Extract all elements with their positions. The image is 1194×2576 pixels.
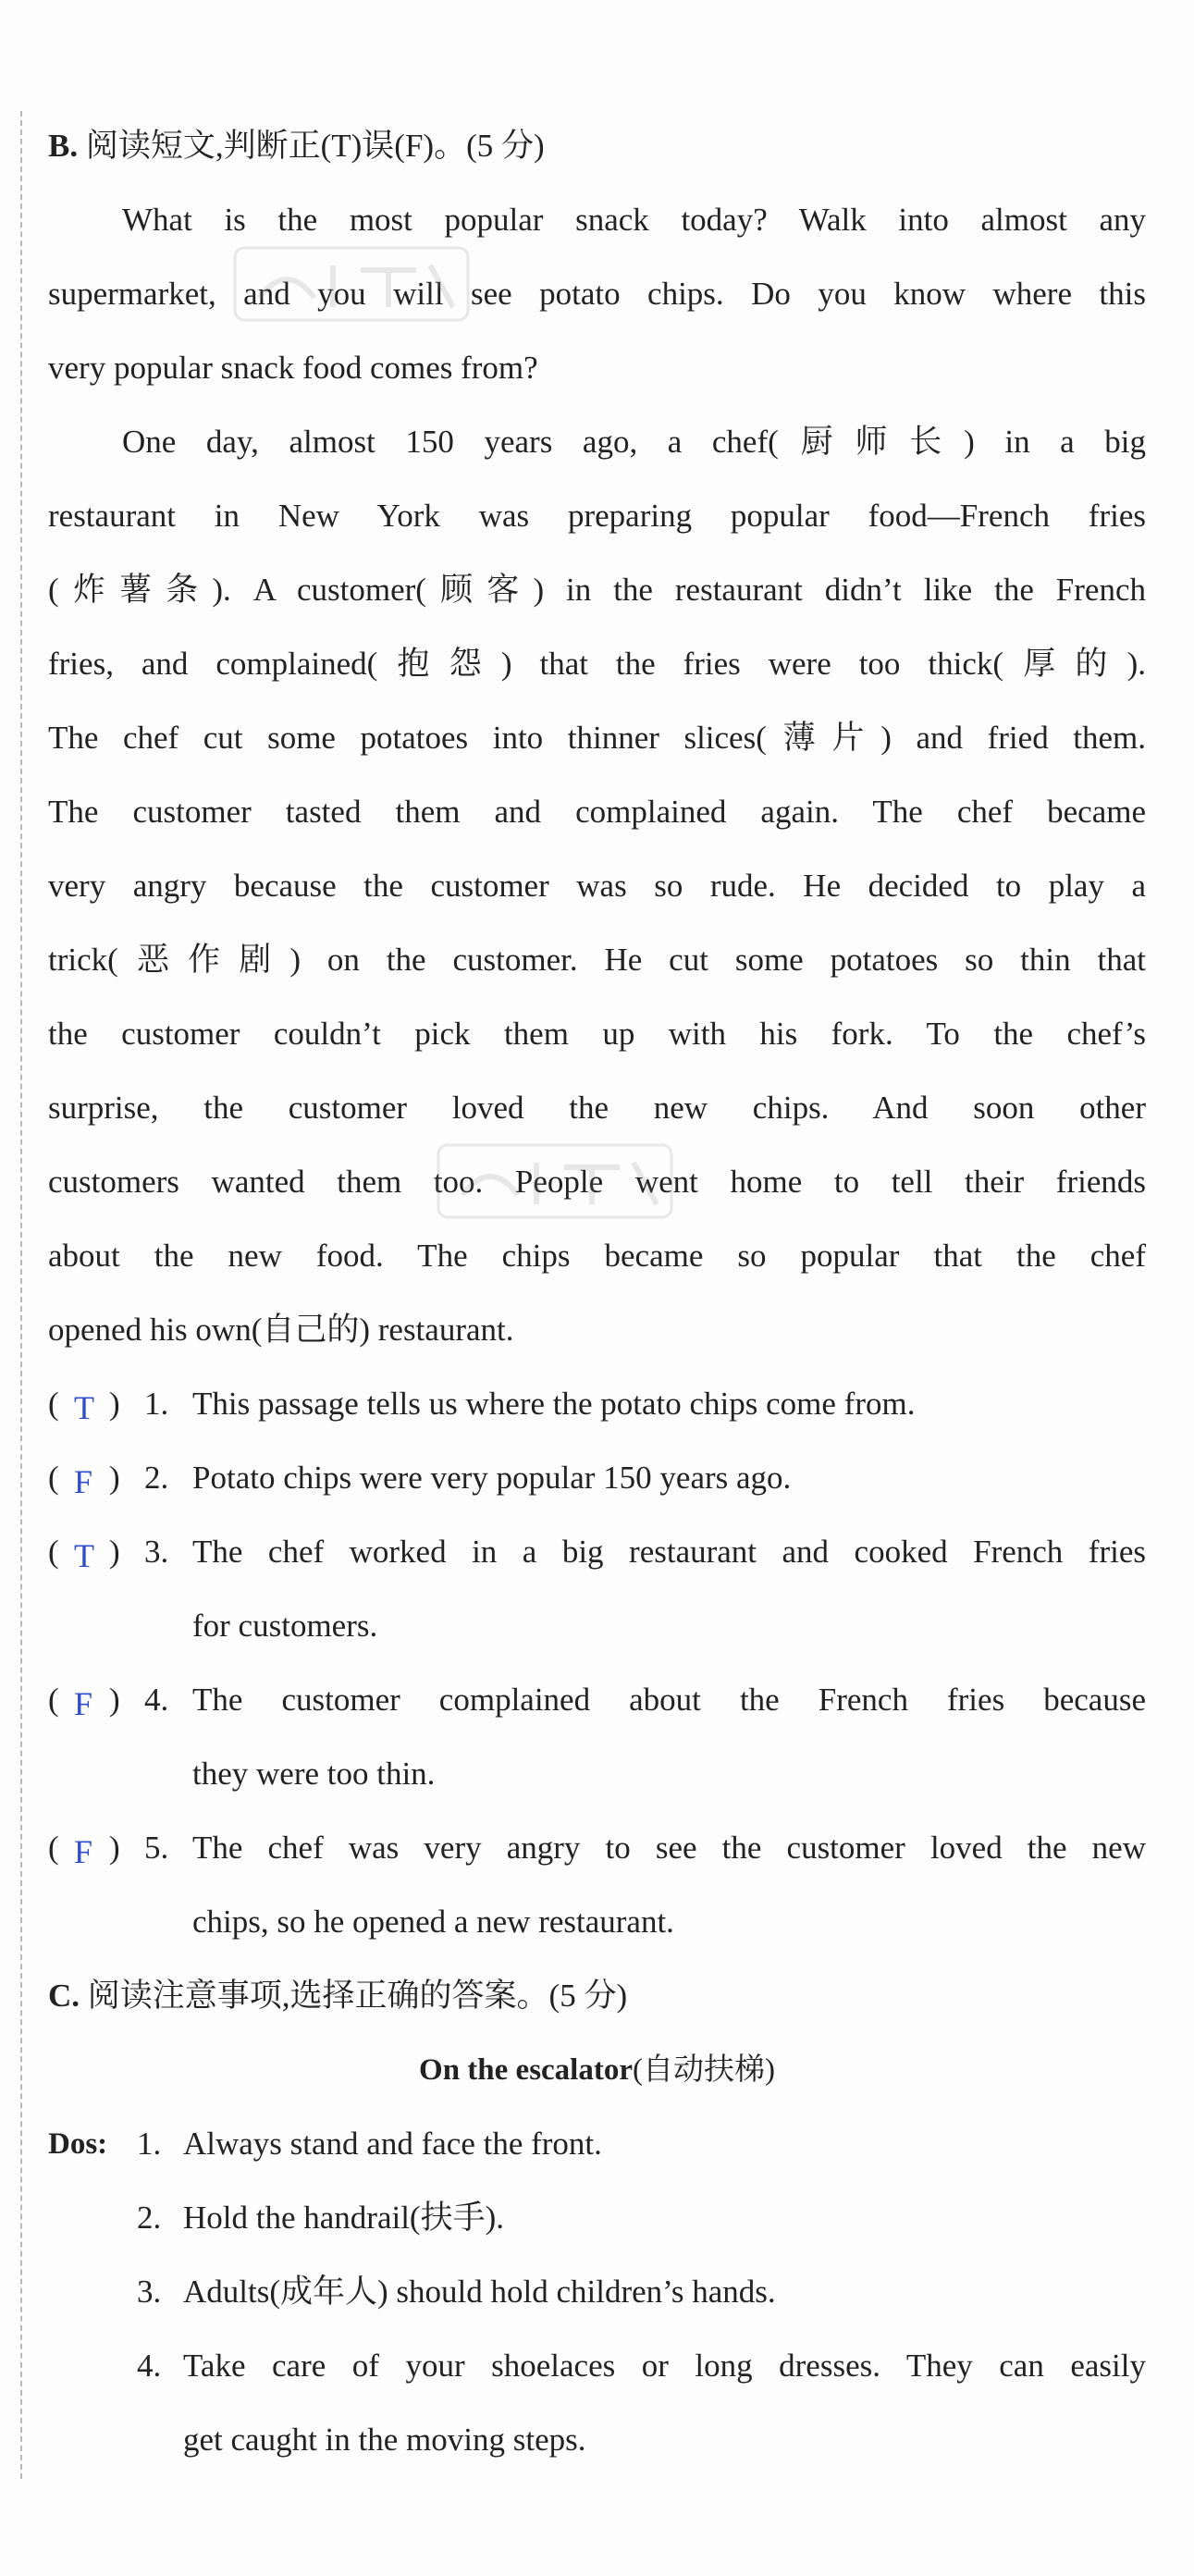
watermark-stamp xyxy=(231,242,472,326)
passage-line: The customer tasted them and complained again. The chef became xyxy=(48,794,1146,830)
question-number: 1. xyxy=(144,1386,169,1422)
passage-line: very angry because the customer was so rude. He decided to play a xyxy=(48,868,1146,904)
question-5 xyxy=(48,1811,1146,1885)
passage-line: restaurant in New York was preparing popular food—French fries xyxy=(48,498,1146,534)
question-3 xyxy=(48,1515,1146,1589)
section-b-label: B. xyxy=(48,128,79,164)
escalator-title xyxy=(48,2033,1146,2107)
answer-mark: F xyxy=(74,1685,93,1722)
section-b-heading xyxy=(48,109,1146,183)
answer-paren-close: ) xyxy=(109,1386,120,1422)
escalator-title-en: On the escalator xyxy=(419,2053,633,2087)
question-text: Potato chips were very popular 150 years ago. xyxy=(192,1460,792,1496)
question-number: 4. xyxy=(144,1682,169,1718)
passage-line: fries, and complained(抱怨) that the fries were too thick(厚的). xyxy=(48,646,1146,682)
answer-paren-close: ) xyxy=(109,1830,120,1866)
dos-number: 1. xyxy=(137,2126,162,2162)
question-5-continued xyxy=(48,1885,1146,1959)
section-c-heading xyxy=(48,1959,1146,2033)
passage-line: the customer couldn’t pick them up with his fork. To the chef’s xyxy=(48,1016,1146,1052)
question-text: The chef was very angry to see the customer loved the new xyxy=(192,1830,1146,1866)
section-c-label: C. xyxy=(48,1978,80,2014)
question-number: 3. xyxy=(144,1534,169,1570)
dos-text: Take care of your shoelaces or long dresses. They can easily xyxy=(183,2348,1146,2384)
escalator-title-cn: (自动扶梯) xyxy=(632,2053,775,2087)
question-2 xyxy=(48,1441,1146,1515)
dos-number: 2. xyxy=(137,2200,162,2236)
passage-line: about the new food. The chips became so popular that the chef xyxy=(48,1238,1146,1274)
answer-paren-open: ( xyxy=(48,1534,59,1570)
dos-item-1 xyxy=(48,2107,1146,2181)
passage-line: The chef cut some potatoes into thinner slices(薄片) and fried them. xyxy=(48,720,1146,756)
passage-line: opened his own(自己的) restaurant. xyxy=(48,1312,514,1348)
question-1 xyxy=(48,1367,1146,1441)
passage-paragraph-2 xyxy=(48,405,1146,1367)
passage-line: very popular snack food comes from? xyxy=(48,350,538,386)
answer-mark: F xyxy=(74,1463,93,1500)
question-3-continued xyxy=(48,1589,1146,1663)
question-text: for customers. xyxy=(192,1608,378,1644)
answer-paren-open: ( xyxy=(48,1682,59,1718)
dos-label: Dos: xyxy=(48,2127,108,2161)
answer-paren-close: ) xyxy=(109,1534,120,1570)
question-text: chips, so he opened a new restaurant. xyxy=(192,1904,674,1940)
dos-item-3 xyxy=(48,2255,1146,2329)
answer-paren-open: ( xyxy=(48,1830,59,1866)
passage-line: surprise, the customer loved the new chips. And soon other xyxy=(48,1090,1146,1126)
passage-line: trick(恶作剧) on the customer. He cut some potatoes so thin that xyxy=(48,942,1146,978)
passage-line: One day, almost 150 years ago, a chef(厨师长) in a big xyxy=(122,424,1146,460)
answer-paren-open: ( xyxy=(48,1460,59,1496)
answer-paren-open: ( xyxy=(48,1386,59,1422)
dos-text: Always stand and face the front. xyxy=(183,2126,602,2162)
dos-text: Adults(成年人) should hold children’s hands. xyxy=(183,2274,776,2310)
question-number: 2. xyxy=(144,1460,169,1496)
question-text: This passage tells us where the potato chips come from. xyxy=(192,1386,916,1422)
section-b xyxy=(48,109,1146,2477)
question-4-continued xyxy=(48,1737,1146,1811)
answer-mark: F xyxy=(74,1833,93,1870)
section-b-instruction: 阅读短文,判断正(T)误(F)。(5 分) xyxy=(85,128,545,164)
answer-paren-close: ) xyxy=(109,1460,120,1496)
dos-text: get caught in the moving steps. xyxy=(183,2422,586,2458)
watermark-stamp xyxy=(435,1140,675,1223)
left-margin-rule xyxy=(20,111,22,2479)
passage-line: customers wanted them too. People went home to tell their friends xyxy=(48,1164,1146,1200)
dos-item-2 xyxy=(48,2181,1146,2255)
passage-line: (炸薯条). A customer(顾客) in the restaurant didn’t like the French xyxy=(48,572,1146,608)
question-4 xyxy=(48,1663,1146,1737)
question-text: The chef worked in a big restaurant and cooked French fries xyxy=(192,1534,1146,1570)
dos-number: 3. xyxy=(137,2274,162,2310)
passage-paragraph-1 xyxy=(48,183,1146,405)
section-c-instruction: 阅读注意事项,选择正确的答案。(5 分) xyxy=(87,1978,628,2014)
answer-mark: T xyxy=(74,1389,94,1426)
question-text: they were too thin. xyxy=(192,1756,436,1792)
dos-list xyxy=(48,2107,1146,2477)
question-number: 5. xyxy=(144,1830,169,1866)
passage-line: supermarket, and you will see potato chips. Do you know where this xyxy=(48,276,1146,312)
dos-item-4 xyxy=(48,2329,1146,2403)
answer-paren-close: ) xyxy=(109,1682,120,1718)
dos-item-4-continued xyxy=(48,2403,1146,2477)
passage-line: What is the most popular snack today? Walk into almost any xyxy=(122,202,1146,238)
true-false-questions xyxy=(48,1367,1146,1959)
answer-mark: T xyxy=(74,1537,94,1574)
dos-text: Hold the handrail(扶手). xyxy=(183,2200,504,2236)
question-text: The customer complained about the French fries because xyxy=(192,1682,1146,1718)
dos-number: 4. xyxy=(137,2348,162,2384)
